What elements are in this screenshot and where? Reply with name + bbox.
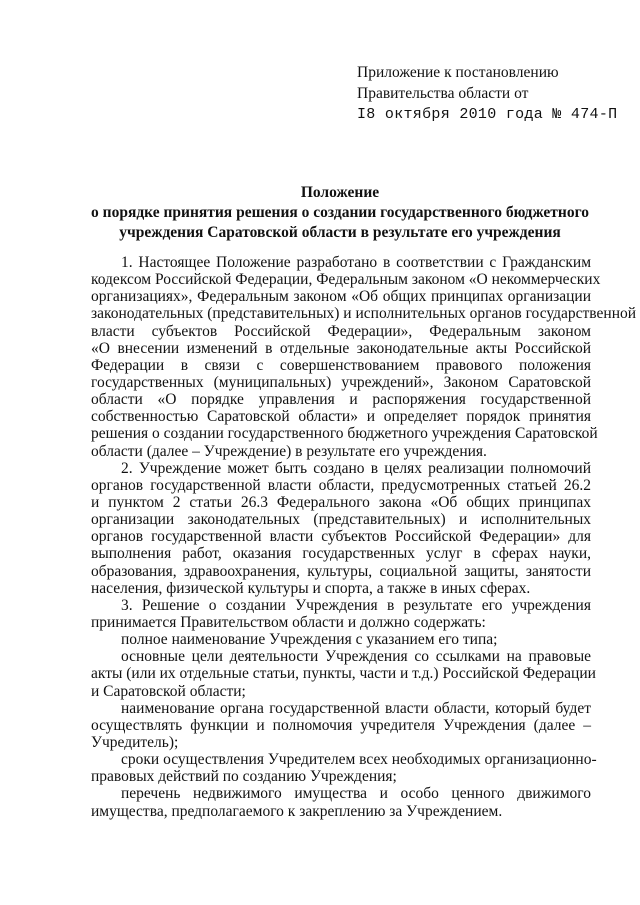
text-line: органов государственной власти области, предусмотренных статьей 26.2 — [91, 476, 591, 494]
text-line: области (далее – Учреждение) в результате его учреждения. — [91, 442, 487, 460]
text-line: осуществлять функции и полномочия учредителя Учреждения (далее – — [91, 716, 591, 734]
text-line: и Саратовской области; — [91, 682, 246, 700]
text-line: имущества, предполагаемого к закреплению за Учреждением. — [91, 802, 503, 820]
text-line: перечень недвижимого имущества и особо ценного движимого — [121, 785, 591, 803]
text-line: 3. Решение о создании Учреждения в результате его учреждения — [121, 596, 591, 614]
text-line: Федерации в связи с совершенствованием правового положения — [91, 356, 591, 374]
text-line: «О внесении изменений в отдельные законодательные акты Российской — [91, 339, 591, 357]
appendix-line-2: Правительства области от — [357, 85, 529, 102]
text-line: наименование органа государственной власти области, который будет — [121, 699, 591, 717]
text-line: сроки осуществления Учредителем всех необходимых организационно- — [121, 751, 597, 769]
appendix-line-1: Приложение к постановлению — [357, 64, 559, 81]
text-line: государственных (муниципальных) учреждений», Законом Саратовской — [91, 373, 591, 391]
text-line: Учредитель); — [91, 733, 179, 751]
text-line: принимается Правительством области и должно содержать: — [91, 613, 486, 631]
appendix-header — [357, 62, 617, 125]
text-line: выполнения работ, оказания государственных услуг в сферах науки, — [91, 545, 591, 563]
text-line: основные цели деятельности Учреждения со ссылками на правовые — [121, 648, 591, 666]
text-line: организациях», Федеральным законом «Об общих принципах организации — [91, 288, 591, 306]
text-line: правовых действий по созданию Учреждения; — [91, 768, 397, 786]
text-line: населения, физической культуры и спорта, а также в иных сферах. — [91, 579, 531, 597]
text-line: собственностью Саратовской области» и определяет порядок принятия — [91, 408, 591, 426]
text-line: области «О порядке управления и распоряжения государственной — [91, 391, 591, 409]
text-line: власти субъектов Российской Федерации», Федеральным законом — [91, 322, 591, 340]
document-title — [60, 183, 620, 243]
text-line: кодексом Российской Федерации, Федеральным законом «О некоммерческих — [91, 271, 601, 289]
document-body — [91, 254, 637, 820]
text-line: 2. Учреждение может быть создано в целях реализации полномочий — [121, 459, 591, 477]
title-main: Положение — [300, 184, 380, 201]
text-line: образования, здравоохранения, культуры, социальной защиты, занятости — [91, 562, 591, 580]
text-line: и пунктом 2 статьи 26.3 Федерального закона «Об общих принципах — [91, 493, 591, 511]
text-line: законодательных (представительных) и исполнительных органов государственной — [91, 305, 637, 323]
text-line: акты (или их отдельные статьи, пункты, части и т.д.) Российской Федерации — [91, 665, 596, 683]
title-sub-1: о порядке принятия решения о создании государственного бюджетного — [91, 204, 589, 221]
text-line: органов государственной власти субъектов Российской Федерации» для — [91, 528, 591, 546]
text-line: организации законодательных (представительных) и исполнительных — [91, 511, 591, 529]
text-line: полное наименование Учреждения с указанием его типа; — [121, 631, 498, 649]
text-line: 1. Настоящее Положение разработано в соответствии с Гражданским — [121, 254, 591, 271]
appendix-date-number: I8 октября 2010 года № 474-П — [357, 106, 618, 123]
title-sub-2: учреждения Саратовской области в результате его учреждения — [119, 224, 561, 241]
text-line: решения о создании государственного бюджетного учреждения Саратовской — [91, 425, 598, 443]
